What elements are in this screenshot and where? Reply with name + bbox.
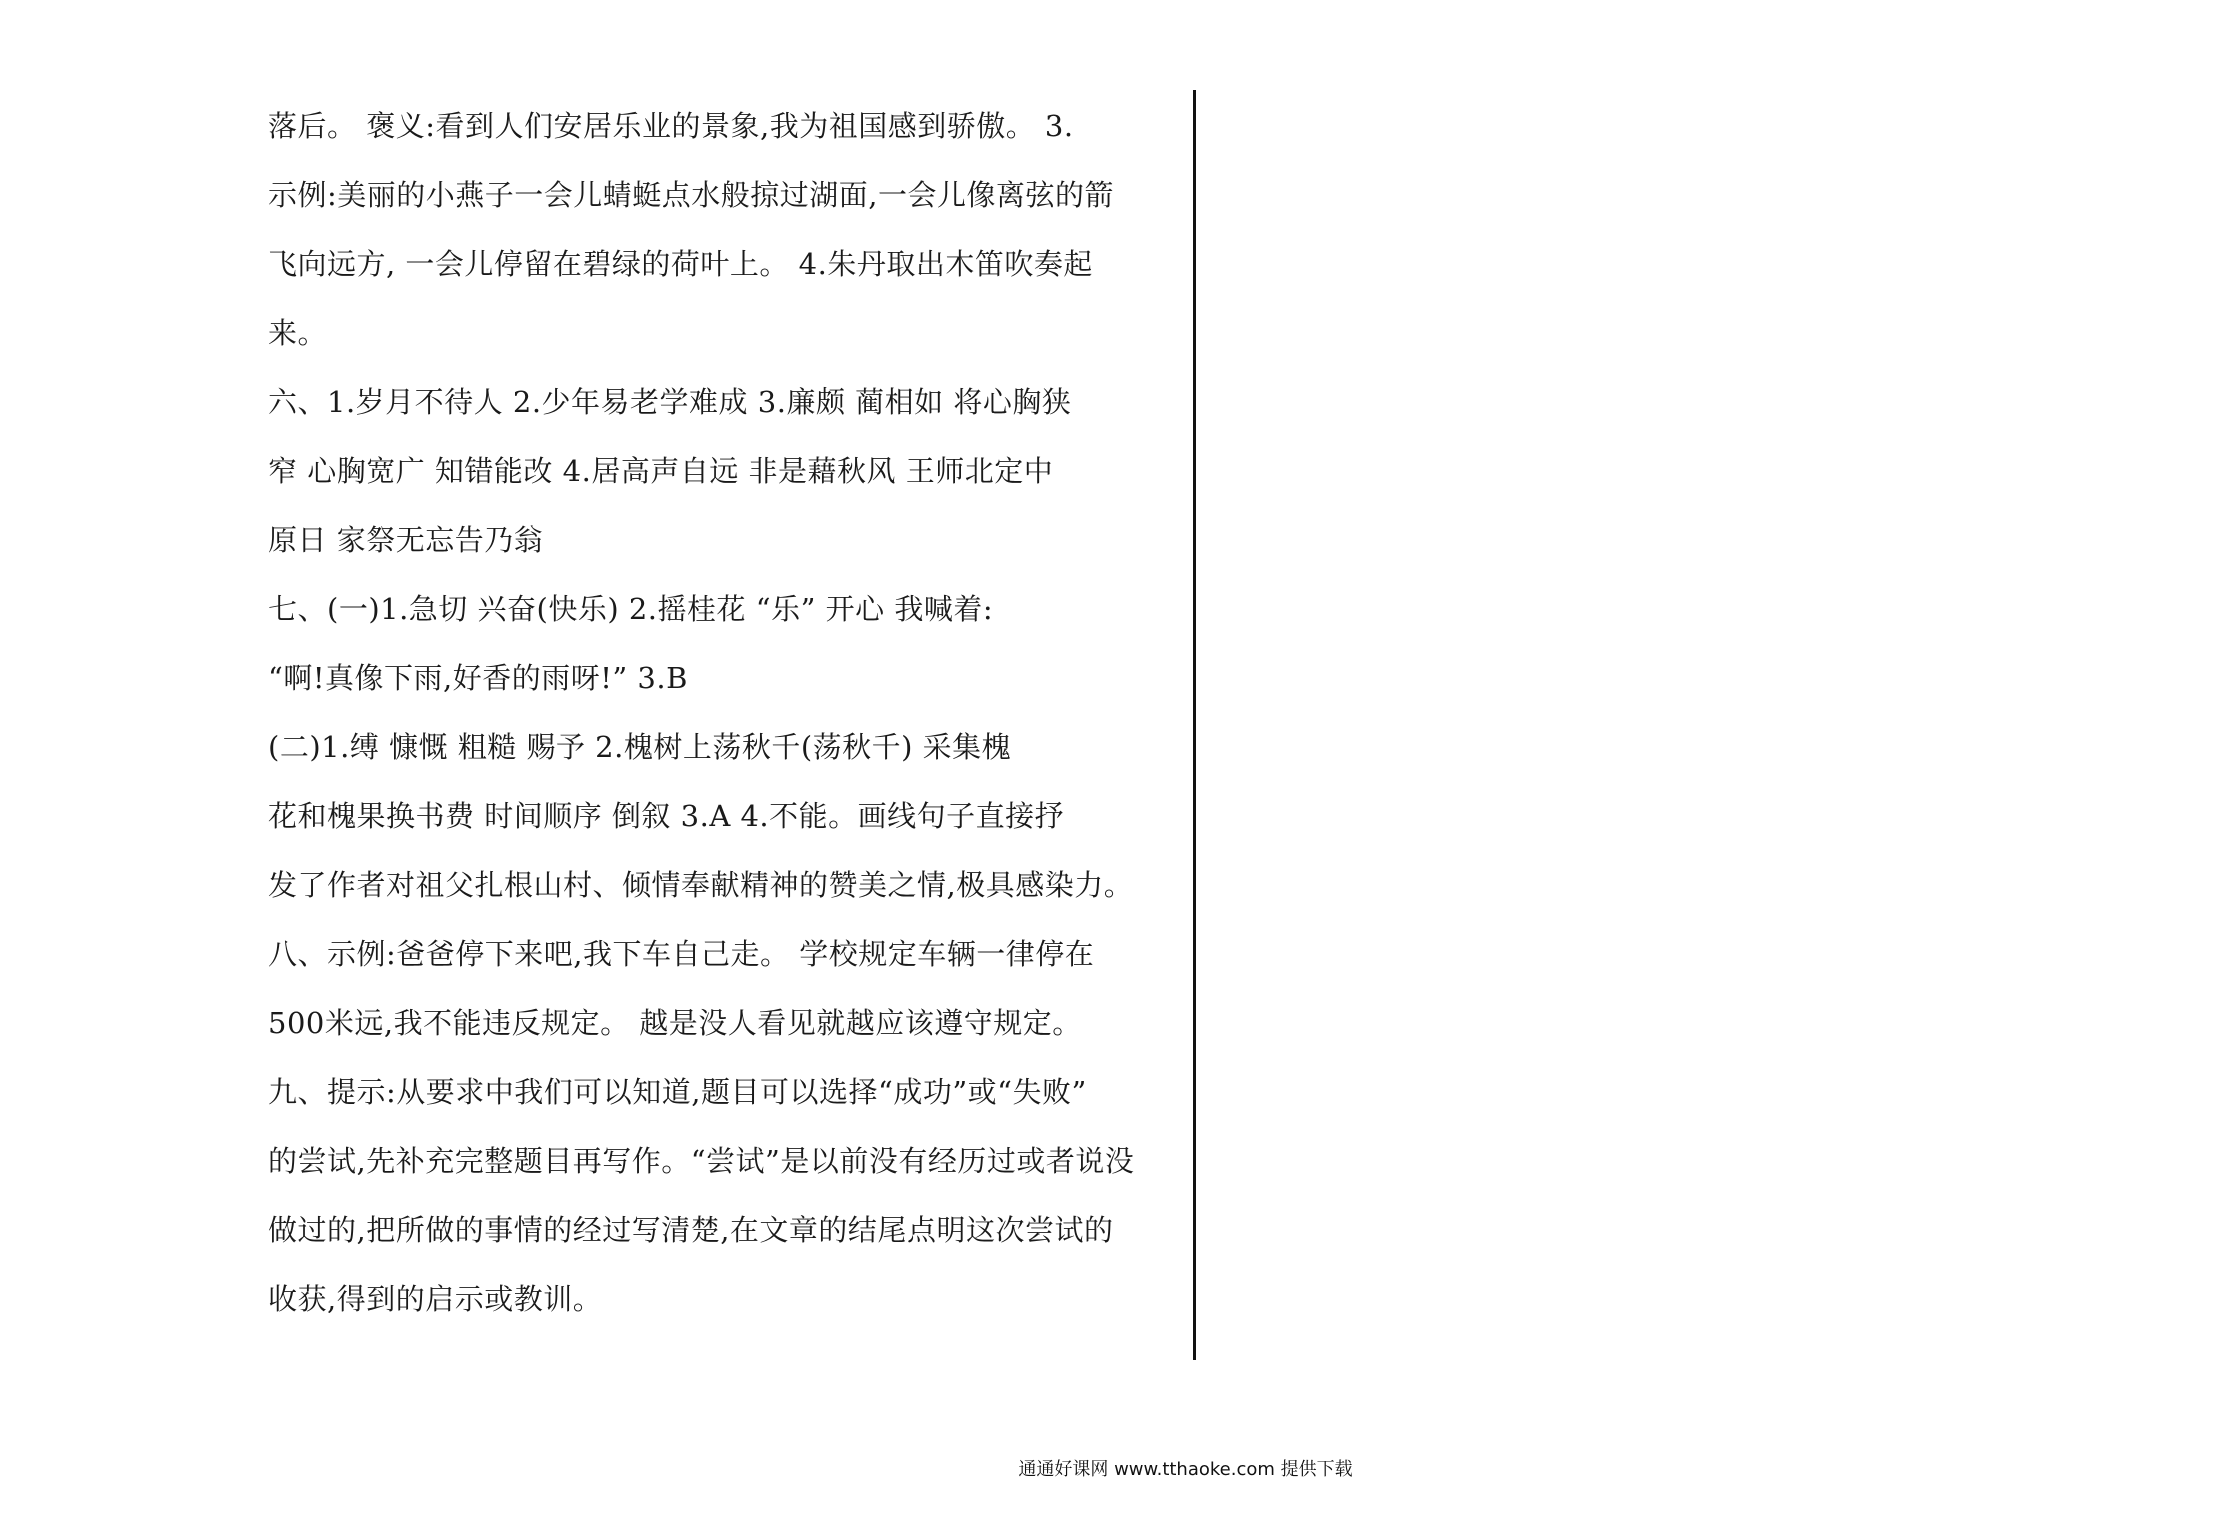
- text-line: 落后。 褒义:看到人们安居乐业的景象,我为祖国感到骄傲。 3.: [268, 109, 1074, 143]
- text-line: 的尝试,先补充完整题目再写作。“尝试”是以前没有经历过或者说没: [268, 1144, 1135, 1178]
- text-line: 窄 心胸宽广 知错能改 4.居高声自远 非是藉秋风 王师北定中: [268, 454, 1054, 488]
- text-line: 花和槐果换书费 时间顺序 倒叙 3.A 4.不能。画线句子直接抒: [268, 799, 1065, 833]
- text-line: “啊!真像下雨,好香的雨呀!” 3.B: [268, 661, 688, 695]
- page-footer: 通通好课网 www.tthaoke.com 提供下载: [1018, 1459, 1353, 1480]
- text-line: 收获,得到的启示或教训。: [268, 1282, 603, 1316]
- text-line: 飞向远方, 一会儿停留在碧绿的荷叶上。 4.朱丹取出木笛吹奏起: [268, 247, 1093, 281]
- text-line: (二)1.缚 慷慨 粗糙 赐予 2.槐树上荡秋千(荡秋千) 采集槐: [268, 730, 1012, 764]
- text-line: 八、示例:爸爸停下来吧,我下车自己走。 学校规定车辆一律停在: [268, 937, 1095, 971]
- column-divider: [1193, 90, 1196, 1360]
- text-line: 示例:美丽的小燕子一会儿蜻蜓点水般掠过湖面,一会儿像离弦的箭: [268, 178, 1114, 212]
- text-line: 九、提示:从要求中我们可以知道,题目可以选择“成功”或“失败”: [268, 1075, 1087, 1109]
- text-line: 原日 家祭无忘告乃翁: [268, 523, 544, 557]
- text-line: 六、1.岁月不待人 2.少年易老学难成 3.廉颇 蔺相如 将心胸狭: [268, 385, 1072, 419]
- answer-text-column: [268, 92, 1148, 1334]
- text-line: 七、(一)1.急切 兴奋(快乐) 2.摇桂花 “乐” 开心 我喊着:: [268, 592, 994, 626]
- text-line: 发了作者对祖父扎根山村、倾情奉献精神的赞美之情,极具感染力。: [268, 868, 1134, 902]
- text-line: 做过的,把所做的事情的经过写清楚,在文章的结尾点明这次尝试的: [268, 1213, 1114, 1247]
- text-line: 500米远,我不能违反规定。 越是没人看见就越应该遵守规定。: [268, 1006, 1082, 1040]
- text-line: 来。: [268, 316, 328, 350]
